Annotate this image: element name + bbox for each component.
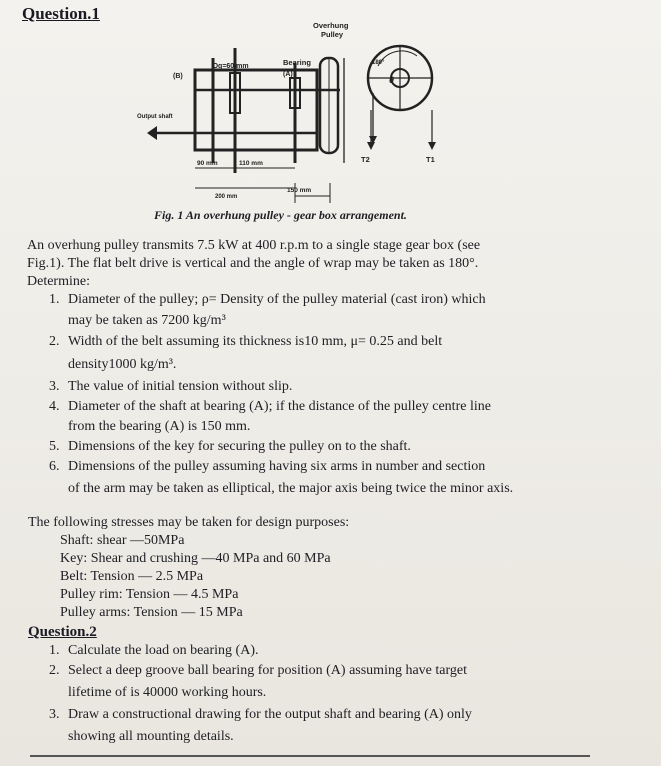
item-1-num: 1.	[49, 292, 60, 307]
label-overhung: Overhung	[313, 21, 349, 30]
item-4-line-1: Diameter of the shaft at bearing (A); if the distance of the pulley centre line	[68, 399, 491, 414]
item-4-line-2: from the bearing (A) is 150 mm.	[68, 419, 251, 434]
item-2-line-2: density1000 kg/m³.	[68, 357, 177, 372]
item-5-num: 5.	[49, 439, 60, 454]
label-180: 180°	[372, 60, 385, 66]
intro-line-2: Fig.1). The flat belt drive is vertical and the angle of wrap may be taken as 180°.	[27, 256, 479, 271]
label-t1: T1	[426, 155, 435, 164]
label-90mm: 90 mm	[197, 160, 218, 167]
figure-caption: Fig. 1 An overhung pulley - gear box arrangement.	[154, 208, 407, 222]
item-3-line-1: The value of initial tension without slip.	[68, 379, 293, 394]
item-3-num: 3.	[49, 379, 60, 394]
label-bearing-b: (B)	[173, 73, 183, 80]
question-2-title: Question.2	[28, 624, 97, 640]
stress-pulley-rim: Pulley rim: Tension — 4.5 MPa	[60, 587, 239, 602]
label-dg: Dg=60 mm	[213, 63, 249, 70]
q2-item-2-line-2: lifetime of is 40000 working hours.	[68, 685, 267, 700]
label-bearing: Bearing	[283, 58, 311, 67]
label-output-shaft: Output shaft	[137, 114, 173, 120]
q2-item-3-line-2: showing all mounting details.	[68, 729, 234, 744]
question-1-title: Question.1	[22, 4, 100, 23]
q2-item-2-num: 2.	[49, 663, 60, 678]
item-1-line-2: may be taken as 7200 kg/m³	[68, 313, 226, 328]
item-6-line-2: of the arm may be taken as elliptical, the major axis being twice the minor axis.	[68, 481, 514, 496]
label-theta: θ	[389, 75, 395, 85]
label-bearing-a: (A)	[283, 71, 293, 78]
stresses-intro: The following stresses may be taken for design purposes:	[28, 515, 350, 530]
page-bottom-rule	[30, 755, 590, 757]
stress-belt: Belt: Tension — 2.5 MPa	[60, 569, 204, 584]
item-5-line-1: Dimensions of the key for securing the pulley on to the shaft.	[68, 439, 411, 454]
item-6-num: 6.	[49, 459, 60, 474]
q2-item-1-line-1: Calculate the load on bearing (A).	[68, 643, 259, 658]
stress-pulley-arms: Pulley arms: Tension — 15 MPa	[60, 605, 243, 620]
q2-item-3-num: 3.	[49, 707, 60, 722]
pulley-gearbox-diagram	[135, 18, 455, 206]
stress-shaft: Shaft: shear —50MPa	[60, 533, 185, 548]
item-4-num: 4.	[49, 399, 60, 414]
item-2-num: 2.	[49, 334, 60, 349]
label-pulley: Pulley	[321, 30, 344, 39]
q2-item-2-line-1: Select a deep groove ball bearing for position (A) assuming have target	[68, 663, 468, 678]
label-200mm: 200 mm	[215, 194, 238, 200]
label-150mm: 150 mm	[287, 187, 312, 194]
item-1-line-1: Diameter of the pulley; ρ= Density of the pulley material (cast iron) which	[68, 292, 486, 307]
item-6-line-1: Dimensions of the pulley assuming having six arms in number and section	[68, 459, 486, 474]
intro-line-3: Determine:	[27, 274, 90, 289]
q2-item-1-num: 1.	[49, 643, 60, 658]
intro-line-1: An overhung pulley transmits 7.5 kW at 400 r.p.m to a single stage gear box (see	[27, 238, 481, 253]
label-110mm: 110 mm	[239, 160, 263, 167]
q2-item-3-line-1: Draw a constructional drawing for the output shaft and bearing (A) only	[68, 707, 472, 722]
item-2-line-1: Width of the belt assuming its thickness is10 mm, μ= 0.25 and belt	[68, 334, 443, 349]
label-t2: T2	[361, 155, 370, 164]
stress-key: Key: Shear and crushing —40 MPa and 60 MPa	[60, 551, 331, 566]
